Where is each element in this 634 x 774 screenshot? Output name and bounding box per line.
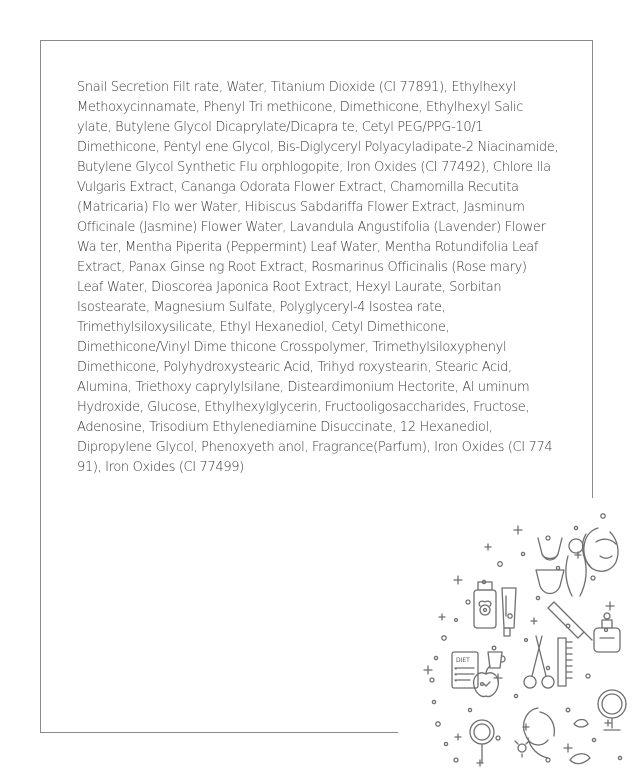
- comb-icon: [558, 638, 572, 686]
- ingredients-line: Officinale (Jasmine) Flower Water, Lavandula Angustifolia (Lavender) Flower: [77, 220, 546, 235]
- perfume-bottle-icon: [594, 613, 620, 652]
- woman-face-icon: [583, 528, 618, 571]
- ingredients-line: Leaf Water, Dioscorea Japonica Root Extract, Hexyl Laurate, Sorbitan: [77, 280, 502, 295]
- ingredients-line: Snail Secretion Filt rate, Water, Titanium Dioxide (CI 77891), Ethylhexyl: [77, 80, 516, 95]
- ingredients-text: [77, 78, 559, 478]
- ingredients-line: (Matricaria) Flo wer Water, Hibiscus Sabdariffa Flower Extract, Jasminum: [77, 200, 525, 215]
- cosmetic-bottle-icon: [474, 582, 496, 628]
- woman-silhouette-icon: [566, 539, 586, 596]
- ingredients-line: Vulgaris Extract, Cananga Odorata Flower Extract, Chamomilla Recutita: [77, 180, 519, 195]
- ingredients-line: Dimethicone, Polyhydroxystearic Acid, Trihyd roxystearin, Stearic Acid,: [77, 360, 512, 375]
- ingredients-line: Isostearate, Magnesium Sulfate, Polyglyceryl-4 Isostea rate,: [77, 300, 446, 315]
- svg-text:DIET: DIET: [456, 657, 470, 664]
- ingredients-line: Wa ter, Mentha Piperita (Peppermint) Leaf Water, Mentha Rotundifolia Leaf: [77, 240, 539, 255]
- ingredients-line: Dipropylene Glycol, Phenoxyeth anol, Fragrance(Parfum), Iron Oxides (CI 774: [77, 440, 553, 455]
- ingredients-line: ylate, Butylene Glycol Dicaprylate/Dicapra te, Cetyl PEG/PPG-10/1: [77, 120, 484, 135]
- cup-icon: [488, 652, 505, 668]
- apple-icon: [474, 666, 499, 697]
- swimsuit-icon: [536, 538, 564, 594]
- brush-icon: [548, 602, 592, 640]
- ingredients-line: Methoxycinnamate, Phenyl Tri methicone, Dimethicone, Ethylhexyl Salic: [77, 100, 524, 115]
- scissors-icon: [524, 636, 554, 688]
- ingredients-line: Dimethicone, Pentyl ene Glycol, Bis-Diglyceryl Polyacyladipate-2 Niacinamide,: [77, 140, 559, 155]
- round-mirror-icon: [598, 690, 626, 730]
- ingredients-line: Hydroxide, Glucose, Ethylhexylglycerin, Fructooligosaccharides, Fructose,: [77, 400, 530, 415]
- ingredients-line: Adenosine, Trisodium Ethylenediamine Disuccinate, 12 Hexanediol,: [77, 420, 493, 435]
- ingredients-line: Dimethicone/Vinyl Dime thicone Crosspolymer, Trimethylsiloxyphenyl: [77, 340, 507, 355]
- cream-tube-icon: [502, 588, 516, 636]
- ingredients-line: Alumina, Triethoxy caprylylsilane, Disteardimonium Hectorite, Al uminum: [77, 380, 530, 395]
- ingredients-line: Trimethylsiloxysilicate, Ethyl Hexanediol, Cetyl Dimethicone,: [77, 320, 450, 335]
- hand-mirror-icon: [470, 720, 494, 762]
- ingredients-line: 91), Iron Oxides (CI 77499): [77, 460, 244, 475]
- woman-profile-icon: [515, 708, 554, 758]
- ingredients-line: Extract, Panax Ginse ng Root Extract, Rosmarinus Officinalis (Rose mary): [77, 260, 527, 275]
- ingredients-line: Butylene Glycol Synthetic Flu orphlogopite, Iron Oxides (CI 77492), Chlore lla: [77, 160, 551, 175]
- leaf-icon: [570, 720, 590, 764]
- beauty-icons-illustration: [398, 498, 634, 774]
